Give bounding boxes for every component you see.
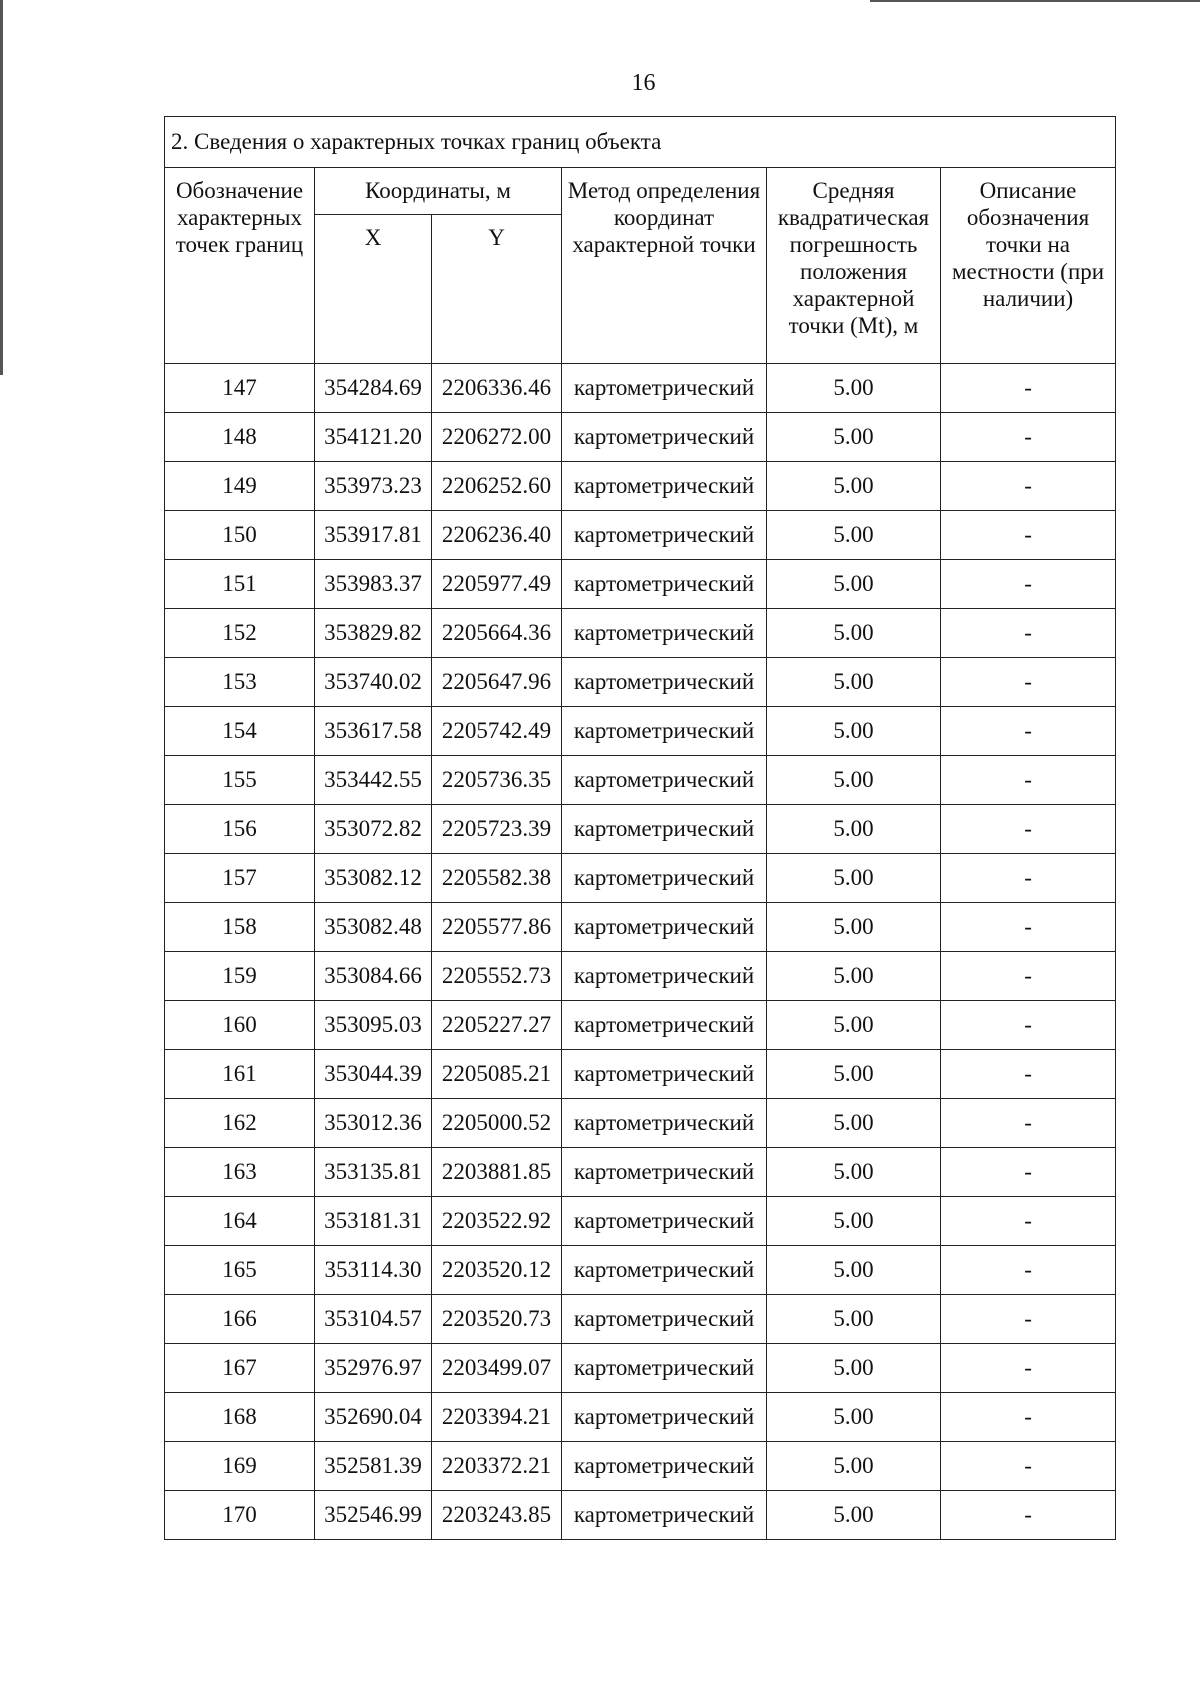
- coord-y-cell: 2205085.21: [432, 1050, 562, 1099]
- method-cell: картометрический: [562, 364, 767, 413]
- coord-y-cell: 2203520.73: [432, 1295, 562, 1344]
- table-body: [165, 364, 1116, 1540]
- table-row: [165, 1295, 1116, 1344]
- method-cell: картометрический: [562, 1197, 767, 1246]
- coord-y-cell: 2206252.60: [432, 462, 562, 511]
- description-cell: -: [941, 462, 1116, 511]
- description-cell: -: [941, 413, 1116, 462]
- method-cell: картометрический: [562, 1246, 767, 1295]
- coord-y-cell: 2203243.85: [432, 1491, 562, 1540]
- coord-x-cell: 353442.55: [315, 756, 432, 805]
- coord-x-cell: 352546.99: [315, 1491, 432, 1540]
- table-row: [165, 1442, 1116, 1491]
- description-cell: -: [941, 1197, 1116, 1246]
- point-id-cell: 157: [165, 854, 315, 903]
- table-row: [165, 1246, 1116, 1295]
- coord-y-cell: 2203499.07: [432, 1344, 562, 1393]
- table-row: [165, 854, 1116, 903]
- coord-y-cell: 2205723.39: [432, 805, 562, 854]
- description-cell: -: [941, 1099, 1116, 1148]
- point-id-cell: 164: [165, 1197, 315, 1246]
- header-coordinates: Координаты, м: [315, 168, 562, 215]
- description-cell: -: [941, 560, 1116, 609]
- coord-y-cell: 2205977.49: [432, 560, 562, 609]
- error-cell: 5.00: [767, 1344, 941, 1393]
- point-id-cell: 154: [165, 707, 315, 756]
- description-cell: -: [941, 707, 1116, 756]
- coord-x-cell: 353617.58: [315, 707, 432, 756]
- point-id-cell: 162: [165, 1099, 315, 1148]
- coord-y-cell: 2203372.21: [432, 1442, 562, 1491]
- error-cell: 5.00: [767, 462, 941, 511]
- error-cell: 5.00: [767, 1001, 941, 1050]
- coord-x-cell: 352690.04: [315, 1393, 432, 1442]
- point-id-cell: 167: [165, 1344, 315, 1393]
- method-cell: картометрический: [562, 756, 767, 805]
- table-row: [165, 903, 1116, 952]
- coord-x-cell: 353095.03: [315, 1001, 432, 1050]
- point-id-cell: 151: [165, 560, 315, 609]
- coord-y-cell: 2206236.40: [432, 511, 562, 560]
- method-cell: картометрический: [562, 1295, 767, 1344]
- error-cell: 5.00: [767, 560, 941, 609]
- table-row: [165, 707, 1116, 756]
- coord-x-cell: 352976.97: [315, 1344, 432, 1393]
- description-cell: -: [941, 1050, 1116, 1099]
- coord-x-cell: 354121.20: [315, 413, 432, 462]
- header-y: Y: [432, 215, 562, 364]
- description-cell: -: [941, 609, 1116, 658]
- table-row: [165, 1393, 1116, 1442]
- method-cell: картометрический: [562, 1491, 767, 1540]
- coord-x-cell: 353740.02: [315, 658, 432, 707]
- coord-y-cell: 2205577.86: [432, 903, 562, 952]
- description-cell: -: [941, 1001, 1116, 1050]
- point-id-cell: 150: [165, 511, 315, 560]
- point-id-cell: 158: [165, 903, 315, 952]
- table-row: [165, 1197, 1116, 1246]
- coord-y-cell: 2203394.21: [432, 1393, 562, 1442]
- method-cell: картометрический: [562, 1099, 767, 1148]
- coord-y-cell: 2205736.35: [432, 756, 562, 805]
- coord-y-cell: 2203520.12: [432, 1246, 562, 1295]
- coord-x-cell: 353114.30: [315, 1246, 432, 1295]
- point-id-cell: 163: [165, 1148, 315, 1197]
- point-id-cell: 161: [165, 1050, 315, 1099]
- coord-y-cell: 2206272.00: [432, 413, 562, 462]
- method-cell: картометрический: [562, 1442, 767, 1491]
- point-id-cell: 169: [165, 1442, 315, 1491]
- method-cell: картометрический: [562, 1344, 767, 1393]
- error-cell: 5.00: [767, 413, 941, 462]
- error-cell: 5.00: [767, 1442, 941, 1491]
- coord-y-cell: 2205552.73: [432, 952, 562, 1001]
- error-cell: 5.00: [767, 1295, 941, 1344]
- table-row: [165, 364, 1116, 413]
- method-cell: картометрический: [562, 1001, 767, 1050]
- coord-y-cell: 2205582.38: [432, 854, 562, 903]
- table-row: [165, 1491, 1116, 1540]
- method-cell: картометрический: [562, 609, 767, 658]
- boundary-points-table: [164, 116, 1116, 1540]
- method-cell: картометрический: [562, 903, 767, 952]
- scan-edge-left: [0, 0, 3, 375]
- error-cell: 5.00: [767, 1491, 941, 1540]
- point-id-cell: 155: [165, 756, 315, 805]
- table-row: [165, 1148, 1116, 1197]
- description-cell: -: [941, 805, 1116, 854]
- description-cell: -: [941, 1393, 1116, 1442]
- coord-x-cell: 353044.39: [315, 1050, 432, 1099]
- method-cell: картометрический: [562, 707, 767, 756]
- table-row: [165, 609, 1116, 658]
- description-cell: -: [941, 952, 1116, 1001]
- point-id-cell: 149: [165, 462, 315, 511]
- description-cell: -: [941, 854, 1116, 903]
- error-cell: 5.00: [767, 609, 941, 658]
- coord-x-cell: 353829.82: [315, 609, 432, 658]
- error-cell: 5.00: [767, 1197, 941, 1246]
- method-cell: картометрический: [562, 805, 767, 854]
- coord-y-cell: 2205000.52: [432, 1099, 562, 1148]
- table-row: [165, 1001, 1116, 1050]
- error-cell: 5.00: [767, 1099, 941, 1148]
- table-row: [165, 952, 1116, 1001]
- method-cell: картометрический: [562, 658, 767, 707]
- point-id-cell: 147: [165, 364, 315, 413]
- point-id-cell: 156: [165, 805, 315, 854]
- description-cell: -: [941, 364, 1116, 413]
- coord-x-cell: 353082.12: [315, 854, 432, 903]
- point-id-cell: 152: [165, 609, 315, 658]
- coord-x-cell: 353983.37: [315, 560, 432, 609]
- point-id-cell: 148: [165, 413, 315, 462]
- description-cell: -: [941, 1491, 1116, 1540]
- table-row: [165, 756, 1116, 805]
- method-cell: картометрический: [562, 1050, 767, 1099]
- error-cell: 5.00: [767, 1148, 941, 1197]
- description-cell: -: [941, 1344, 1116, 1393]
- point-id-cell: 166: [165, 1295, 315, 1344]
- description-cell: -: [941, 756, 1116, 805]
- header-description: Описание обозначения точки на местности (при наличии): [941, 168, 1116, 364]
- error-cell: 5.00: [767, 903, 941, 952]
- description-cell: -: [941, 658, 1116, 707]
- coord-y-cell: 2205742.49: [432, 707, 562, 756]
- coord-x-cell: 353135.81: [315, 1148, 432, 1197]
- coord-x-cell: 353072.82: [315, 805, 432, 854]
- method-cell: картометрический: [562, 462, 767, 511]
- error-cell: 5.00: [767, 805, 941, 854]
- table-row: [165, 560, 1116, 609]
- table-row: [165, 658, 1116, 707]
- method-cell: картометрический: [562, 854, 767, 903]
- error-cell: 5.00: [767, 511, 941, 560]
- table-row: [165, 805, 1116, 854]
- coord-x-cell: 354284.69: [315, 364, 432, 413]
- coord-x-cell: 353084.66: [315, 952, 432, 1001]
- table-row: [165, 1099, 1116, 1148]
- error-cell: 5.00: [767, 1246, 941, 1295]
- error-cell: 5.00: [767, 756, 941, 805]
- point-id-cell: 170: [165, 1491, 315, 1540]
- error-cell: 5.00: [767, 854, 941, 903]
- coord-x-cell: 353973.23: [315, 462, 432, 511]
- coord-x-cell: 353012.36: [315, 1099, 432, 1148]
- description-cell: -: [941, 903, 1116, 952]
- header-error: Средняя квадратическая погрешность положения характерной точки (Mt), м: [767, 168, 941, 364]
- method-cell: картометрический: [562, 952, 767, 1001]
- table-row: [165, 1050, 1116, 1099]
- header-method: Метод определения координат характерной точки: [562, 168, 767, 364]
- coord-x-cell: 353082.48: [315, 903, 432, 952]
- coord-x-cell: 353104.57: [315, 1295, 432, 1344]
- description-cell: -: [941, 1442, 1116, 1491]
- table-row: [165, 511, 1116, 560]
- coord-y-cell: 2205647.96: [432, 658, 562, 707]
- table-row: [165, 462, 1116, 511]
- coord-y-cell: 2206336.46: [432, 364, 562, 413]
- error-cell: 5.00: [767, 364, 941, 413]
- description-cell: -: [941, 1295, 1116, 1344]
- coord-y-cell: 2203881.85: [432, 1148, 562, 1197]
- coord-y-cell: 2205664.36: [432, 609, 562, 658]
- point-id-cell: 165: [165, 1246, 315, 1295]
- table-row: [165, 413, 1116, 462]
- point-id-cell: 160: [165, 1001, 315, 1050]
- coord-y-cell: 2205227.27: [432, 1001, 562, 1050]
- header-x: X: [315, 215, 432, 364]
- description-cell: -: [941, 1148, 1116, 1197]
- description-cell: -: [941, 511, 1116, 560]
- error-cell: 5.00: [767, 952, 941, 1001]
- point-id-cell: 159: [165, 952, 315, 1001]
- table-row: [165, 1344, 1116, 1393]
- section-title: 2. Сведения о характерных точках границ объекта: [165, 117, 1116, 168]
- point-id-cell: 168: [165, 1393, 315, 1442]
- coord-y-cell: 2203522.92: [432, 1197, 562, 1246]
- method-cell: картометрический: [562, 511, 767, 560]
- error-cell: 5.00: [767, 658, 941, 707]
- coord-x-cell: 353181.31: [315, 1197, 432, 1246]
- scan-edge-top: [870, 0, 1200, 2]
- method-cell: картометрический: [562, 413, 767, 462]
- error-cell: 5.00: [767, 707, 941, 756]
- description-cell: -: [941, 1246, 1116, 1295]
- header-designation: Обозначение характерных точек границ: [165, 168, 315, 364]
- method-cell: картометрический: [562, 1393, 767, 1442]
- error-cell: 5.00: [767, 1393, 941, 1442]
- method-cell: картометрический: [562, 1148, 767, 1197]
- page-number: 16: [631, 70, 656, 96]
- coord-x-cell: 353917.81: [315, 511, 432, 560]
- method-cell: картометрический: [562, 560, 767, 609]
- coord-x-cell: 352581.39: [315, 1442, 432, 1491]
- point-id-cell: 153: [165, 658, 315, 707]
- error-cell: 5.00: [767, 1050, 941, 1099]
